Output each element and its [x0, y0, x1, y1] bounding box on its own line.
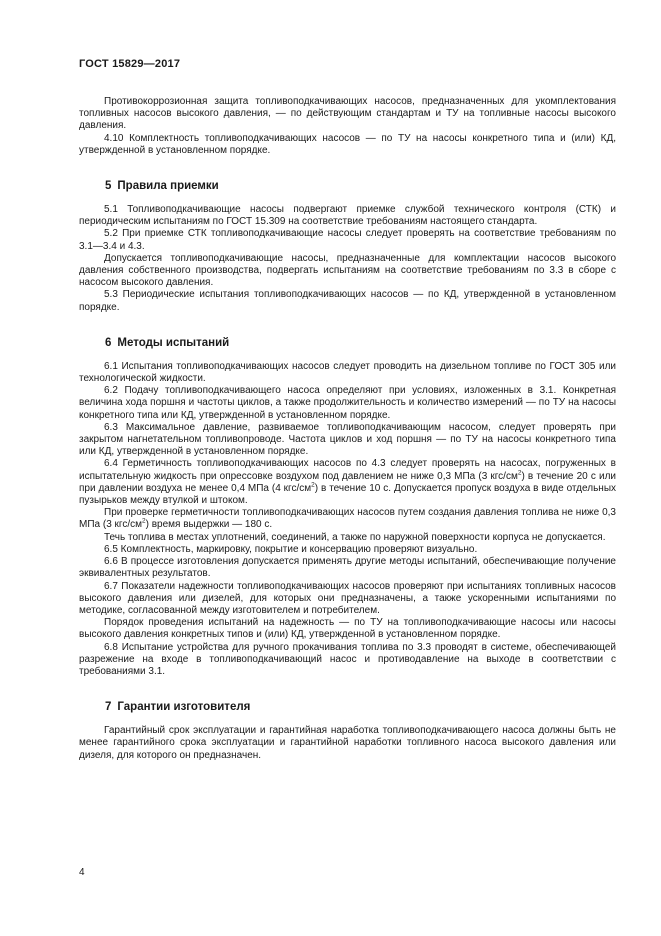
text-run: При проверке герметичности топливоподкачивающих насосов путем создания давления топлива не ниже 0,3 МПа (3 кгс/см: [79, 507, 616, 531]
section-number: 6: [105, 336, 112, 349]
section-number: 5: [105, 180, 112, 193]
paragraph: 5.3 Периодические испытания топливоподкачивающих насосов — по КД, утвержденной в установленном порядке.: [79, 289, 616, 313]
paragraph: [79, 458, 616, 507]
paragraph: 5.2 При приемке СТК топливоподкачивающие насосы следует проверять на соответствие требованиям по 3.1—3.4 и 4.3.: [79, 228, 616, 252]
paragraph: [79, 507, 616, 531]
section-heading-5: [105, 180, 616, 192]
paragraph: 6.1 Испытания топливоподкачивающих насосов следует проводить на дизельном топливе по ГОСТ 305 или технологической жидкости.: [79, 360, 616, 385]
superscript: 2: [141, 518, 146, 526]
text-run: ) в течение 10 с. Допускается пропуск воздуха в виде отдельных пузырьков между втулкой и штоком.: [79, 482, 617, 507]
paragraph: 6.6 В процессе изготовления допускается применять другие методы испытаний, обеспечивающие получение эквивалентных результатов.: [79, 556, 616, 580]
section-title: Гарантии изготовителя: [117, 701, 251, 714]
document-body: [79, 96, 616, 762]
section-heading-7: [105, 701, 616, 713]
paragraph: Противокоррозионная защита топливоподкачивающих насосов, предназначенных для укомплектования топливных насосов высокого давления, — по действующим стандартам и ТУ на топливные насосы высокого давления.: [79, 96, 616, 132]
paragraph: Порядок проведения испытаний на надежность — по ТУ на топливоподкачивающие насосы или насосы высокого давления конкретных типов и (или) КД, утвержденной в установленном порядке.: [79, 617, 616, 641]
paragraph: 6.8 Испытание устройства для ручного прокачивания топлива по 3.3 проводят в системе, обеспечивающей разрежение на входе в топливоподкачивающий насос и противодавление на выходе в соответствии с требованиями 3.1.: [79, 641, 616, 677]
section-title: Методы испытаний: [117, 336, 230, 349]
superscript: 2: [517, 469, 522, 477]
section-number: 7: [105, 701, 112, 714]
paragraph: 6.2 Подачу топливоподкачивающего насоса определяют при условиях, изложенных в 3.1. Конкретная величина хода поршня и частоты циклов, а также продолжительность и количество измерений — по ТУ на насосы конкретного типа или КД, утвержденной в установленном порядке.: [79, 385, 616, 421]
text-run: ) время выдержки — 180 с.: [145, 519, 273, 531]
text-run: ) в течение 20 с или при давлении воздуха не менее 0,4 МПа (4 кгс/см: [79, 470, 616, 494]
section-title: Правила приемки: [117, 180, 219, 193]
paragraph: Течь топлива в местах уплотнений, соединений, а также по наружной поверхности корпуса не допускается.: [104, 531, 606, 543]
paragraph: Допускается топливоподкачивающие насосы, предназначенные для комплектации насосов высокого давления собственного производства, подвергать испытаниям на соответствие требованиям по 3.3 в сборе с насосом высокого давления.: [79, 252, 616, 289]
text-run: 6.4 Герметичность топливоподкачивающих насосов по 4.3 следует проверять на насосах, погруженных в испытательную жидкость при опрессовке воздухом под давлением не ниже 0,3 МПа (3 кгс/см: [79, 458, 616, 482]
paragraph: 4.10 Комплектность топливоподкачивающих насосов — по ТУ на насосы конкретного типа и (или) КД, утвержденной в установленном порядке.: [79, 132, 616, 156]
document-header: ГОСТ 15829—2017: [79, 58, 181, 70]
paragraph: 6.7 Показатели надежности топливоподкачивающих насосов проверяют при испытаниях топливных насосов высокого давления или дизелей, для которых они предназначены, а также ускоренными испытаниями по методике, согласованной между изготовителем и потребителем.: [79, 580, 616, 616]
paragraph: 5.1 Топливоподкачивающие насосы подвергают приемке службой технического контроля (СТК) и периодическим испытаниям по ГОСТ 15.309 на соответствие требованиям настоящего стандарта.: [79, 204, 616, 228]
paragraph: Гарантийный срок эксплуатации и гарантийная наработка топливоподкачивающего насоса должны быть не менее гарантийного срока эксплуатации и гарантийной наработки топливного насоса высокого давления или дизеля, для которого он предназначен.: [79, 725, 616, 761]
section-heading-6: [105, 337, 616, 349]
paragraph: 6.5 Комплектность, маркировку, покрытие и консервацию проверяют визуально.: [104, 543, 478, 555]
paragraph: 6.3 Максимальное давление, развиваемое топливоподкачивающим насосом, следует проверять при закрытом нагнетательном топливопроводе. Частота циклов и ход поршня — по ТУ на насосы конкретного типа или КД, утвержденной в установленном порядке.: [79, 421, 616, 458]
page-number: 4: [79, 867, 85, 878]
superscript: 2: [311, 481, 315, 489]
